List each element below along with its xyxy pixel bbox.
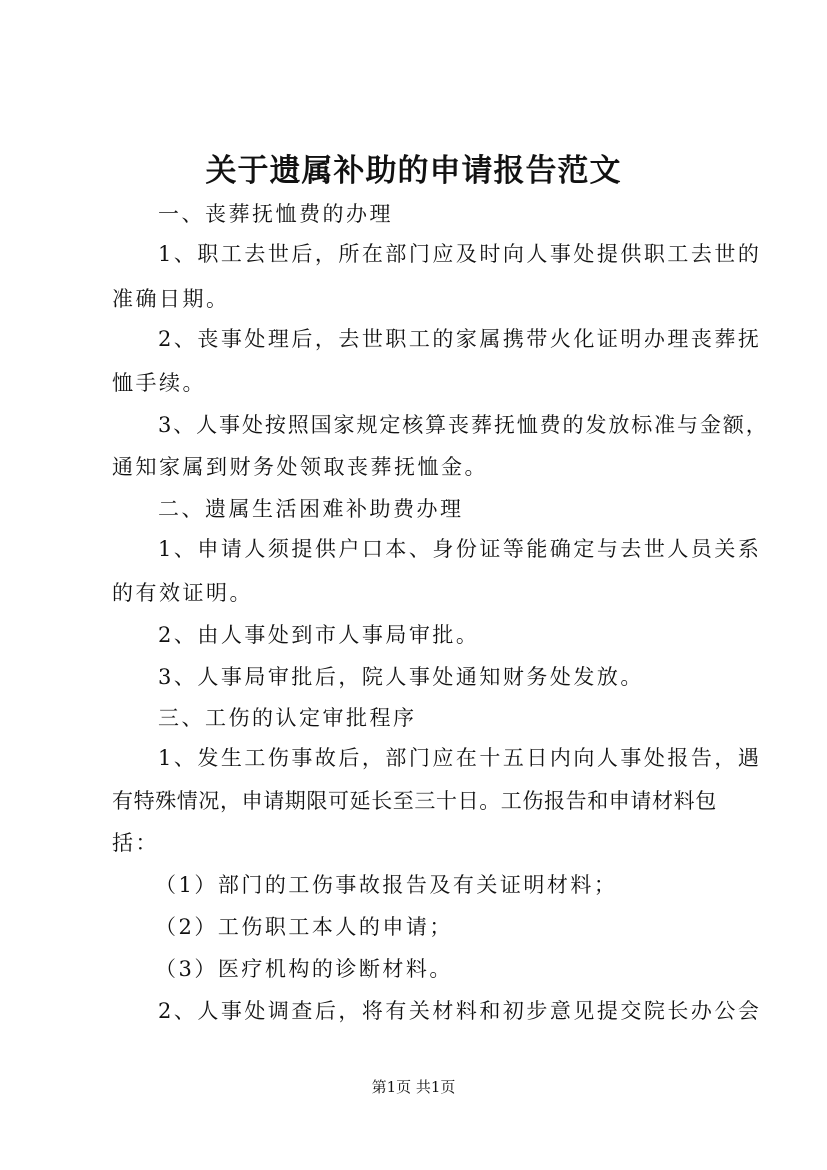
list-item: （2）工伤职工本人的申请； bbox=[155, 915, 453, 939]
section-heading-1: 一、丧葬抚恤费的办理 bbox=[158, 202, 393, 226]
paragraph-line: 1、发生工伤事故后，部门应在十五日内向人事处报告，遇 bbox=[158, 746, 762, 770]
list-item: （1）部门的工伤事故报告及有关证明材料； bbox=[155, 873, 618, 897]
paragraph-line: 有特殊情况，申请期限可延长至三十日。工伤报告和申请材料包 bbox=[112, 789, 717, 813]
list-item: （3）医疗机构的诊断材料。 bbox=[155, 957, 453, 981]
section-heading-3: 三、工伤的认定审批程序 bbox=[158, 706, 417, 730]
paragraph-line: 3、人事处按照国家规定核算丧葬抚恤费的发放标准与金额， bbox=[158, 413, 769, 437]
paragraph-line: 的有效证明。 bbox=[112, 581, 253, 605]
paragraph-line: 括： bbox=[112, 831, 159, 855]
paragraph-line: 1、职工去世后，所在部门应及时向人事处提供职工去世的 bbox=[158, 242, 762, 266]
paragraph-line: 2、丧事处理后，去世职工的家属携带火化证明办理丧葬抚 bbox=[158, 327, 762, 351]
paragraph-line: 2、由人事处到市人事局审批。 bbox=[158, 623, 480, 647]
paragraph-line: 1、申请人须提供户口本、身份证等能确定与去世人员关系 bbox=[158, 537, 762, 561]
section-heading-2: 二、遗属生活困难补助费办理 bbox=[158, 497, 464, 521]
paragraph-line: 准确日期。 bbox=[112, 287, 230, 311]
page-footer: 第1页 共1页 bbox=[371, 1078, 456, 1096]
paragraph-line: 3、人事局审批后，院人事处通知财务处发放。 bbox=[158, 665, 644, 689]
paragraph-line: 通知家属到财务处领取丧葬抚恤金。 bbox=[112, 455, 488, 479]
page-title: 关于遗属补助的申请报告范文 bbox=[205, 153, 622, 189]
paragraph-line: 2、人事处调查后，将有关材料和初步意见提交院长办公会 bbox=[158, 999, 762, 1023]
paragraph-line: 恤手续。 bbox=[112, 371, 206, 395]
